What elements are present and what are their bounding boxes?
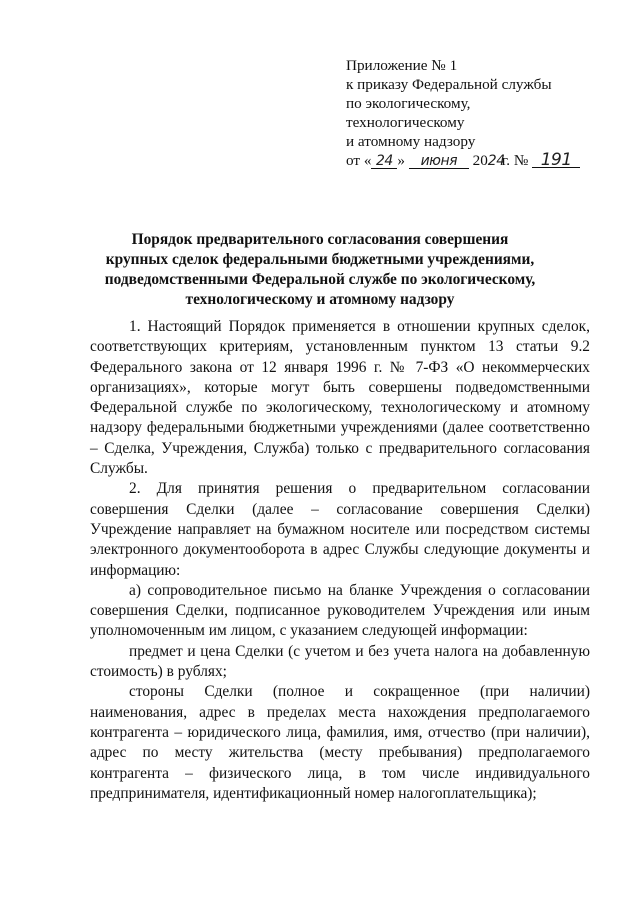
- paragraph-1: 1. Настоящий Порядок применяется в отношении крупных сделок, соответствующих критериям, установленным пунктом 13 статьи 9.2 Федерального закона от 12 января 1996 г. № 7-ФЗ «О некоммерческих организациях», которые могут быть совершены подведомственными Федеральной службе по экологическому, технологическому и атомному надзору федеральными бюджетными учреждениями (далее соответственно – Сделка, Учреждения, Служба) только с предварительного согласования Службы.: [90, 318, 590, 478]
- date-year-handwritten: 24: [487, 153, 505, 169]
- appendix-line: Приложение № 1: [346, 57, 458, 74]
- date-prefix: от «: [346, 152, 372, 169]
- document-title: [60, 230, 580, 310]
- appendix-header: [346, 56, 616, 170]
- title-line: крупных сделок федеральными бюджетными учреждениями,: [105, 251, 535, 268]
- title-line: технологическому и атомному надзору: [185, 291, 455, 308]
- date-year-suffix: г. №: [501, 152, 529, 169]
- order-number-handwritten: 191: [532, 153, 580, 168]
- title-line: Порядок предварительного согласования совершения: [131, 231, 509, 248]
- paragraph-subject-price: предмет и цена Сделки (с учетом и без учета налога на добавленную стоимость) в рублях;: [90, 642, 590, 681]
- paragraph-2a: а) сопроводительное письмо на бланке Учреждения о согласовании совершения Сделки, подписанное руководителем Учреждения или иным уполномоченным им лицом, с указанием следующей информации:: [90, 581, 590, 640]
- appendix-line: технологическому: [346, 114, 465, 131]
- title-line: подведомственными Федеральной службе по экологическому,: [104, 271, 536, 288]
- date-day-handwritten: 24: [371, 154, 397, 169]
- date-year-prefix: 20: [472, 152, 488, 169]
- document-body: [90, 317, 590, 804]
- paragraph-parties: стороны Сделки (полное и сокращенное (при наличии) наименования, адрес в пределах места нахождения предполагаемого контрагента – юридического лица, фамилия, имя, отчество (при наличии), адрес по месту жительства (месту пребывания) предполагаемого контрагента – физического лица, в том числе индивидуального предпринимателя, идентификационный номер налогоплательщика);: [90, 683, 590, 802]
- date-mid: »: [397, 152, 406, 169]
- appendix-line: и атомному надзору: [346, 133, 476, 150]
- appendix-line: к приказу Федеральной службы: [346, 76, 552, 93]
- date-month-handwritten: июня: [409, 154, 469, 169]
- paragraph-2: 2. Для принятия решения о предварительном согласовании совершения Сделки (далее – согласование совершения Сделки) Учреждение направляет на бумажном носителе или посредством системы электронного документооборота в адрес Службы следующие документы и информацию:: [90, 480, 590, 579]
- order-date-line: [346, 151, 616, 170]
- appendix-line: по экологическому,: [346, 95, 471, 112]
